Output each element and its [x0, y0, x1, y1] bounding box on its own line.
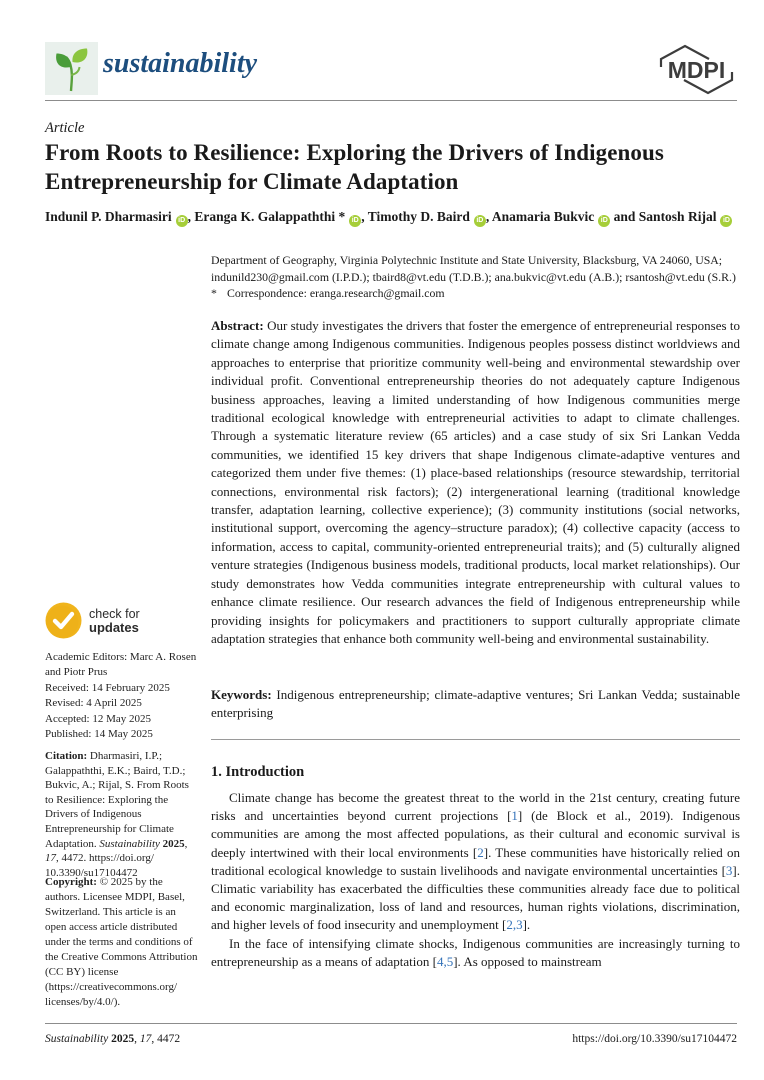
- page-title: From Roots to Resilience: Exploring the Drivers of Indigenous Entrepreneurship for Climate Adaptation: [45, 140, 664, 194]
- copyright-block: Copyright: © 2025 by the authors. Licensee MDPI, Basel, Switzerland. This article is an open access article distributed under the terms and conditions of the Creative Commons Attribution (CC BY) license (https://creativecommons.org/ licenses/by/4.0/).: [45, 876, 198, 1008]
- citation-block: Citation: Dharmasiri, I.P.; Galappaththi, E.K.; Baird, T.D.; Bukvic, A.; Rijal, S. From Roots to Resilience: Exploring the Drivers of Indigenous Entrepreneurship for Climate Adaptation. Sustainability 2025, 17, 4472. https://doi.org/ 10.3390/su17104472: [45, 750, 189, 879]
- correspondence-row: [211, 285, 741, 302]
- keywords-text: Indigenous entrepreneurship; climate-adaptive ventures; Sri Lankan Vedda; sustainable enterprising: [211, 687, 740, 721]
- author-name: Santosh Rijal: [638, 209, 717, 224]
- orcid-icon[interactable]: iD: [720, 215, 732, 227]
- author-name: Eranga K. Galappaththi *: [194, 209, 346, 224]
- footer-journal-ref: Sustainability 2025, 17, 4472: [45, 1033, 181, 1045]
- intro-paragraph: Climate change has become the greatest threat to the world in the 21st century, creating future risks and uncertainties beyond current projections [1] (de Block et al., 2019). Indigenous communities are among the most affected populations, as their cultural and economic survival is deeply intertwined with their local environments [2]. These communities have historically relied on traditional ecological knowledge to sustain livelihoods and navigate environmental uncertainties [3]. Climatic variability has exacerbated the difficulties these communities already face due to political and economic marginalization, loss of land and resources, human rights violations, discrimination, and higher levels of food insecurity and unemployment [2,3].: [211, 790, 741, 933]
- header-divider: [45, 100, 737, 101]
- badge-line2: updates: [89, 619, 139, 635]
- date-line: Revised: 4 April 2025: [45, 697, 142, 710]
- citation-ref[interactable]: 4,5: [436, 953, 454, 969]
- mdpi-logo-text: MDPI: [667, 57, 726, 83]
- keywords-label: Keywords:: [211, 687, 272, 702]
- citation-ref[interactable]: 2: [477, 844, 484, 860]
- citation-ref[interactable]: 1: [511, 808, 518, 824]
- citation-ref[interactable]: 2,3: [506, 917, 523, 933]
- sprout-icon: [45, 42, 98, 95]
- correspondence-marker: *: [211, 286, 217, 301]
- abstract-text: Our study investigates the drivers that foster the emergence of entrepreneurial responses to climate change among Indigenous communities. Indigenous peoples possess distinct worldviews and approaches to enterprise that prioritize community well-being and environmental stewardship over individual profit. Conventional entrepreneurship theories do not adequately capture Indigenous business approaches, leaving a limited understanding of how Indigenous communities merge traditional ecological knowledge with entrepreneurial activities to adapt to climate challenges. Through a systematic literature review (65 articles) and a case study of six Sri Lankan Vedda communities, we identified 15 key drivers that shape Indigenous climate-adaptive ventures and categorized them under five themes: (1) place-based relationships (resource stewardship, territorial connections, environmental risk factors); (2) intergenerational learning (traditional knowledge transfer, adaptation learning, collective experience); (3) community institutions (social networks, institutional support, overcoming the agency–structure paradox); (4) collective capacity (access to information, access to capital, community-oriented entrepreneurial traits); and (5) culturally aligned venture strategies (Indigenous business models, traditional products, local market relationships). Our study demonstrates how Vedda communities integrate entrepreneurship with cultural values to enhance climate resilience. Our research advances the field of Indigenous entrepreneurship while providing insights for policymakers and practitioners to support culturally appropriate climate adaptation strategies that enhance both community well-being and environmental sustainability.: [211, 318, 741, 646]
- article-dates: [45, 681, 198, 742]
- orcid-icon[interactable]: iD: [349, 215, 361, 227]
- section-heading-introduction: 1. Introduction: [211, 764, 305, 780]
- orcid-icon[interactable]: iD: [176, 215, 188, 227]
- author-name: Anamaria Bukvic: [491, 209, 595, 224]
- badge-line1: check for: [89, 606, 140, 621]
- abstract-label: Abstract:: [211, 318, 264, 333]
- check-for-updates-badge[interactable]: [45, 602, 140, 639]
- keywords: [211, 686, 740, 723]
- date-line: Published: 14 May 2025: [45, 727, 153, 740]
- journal-name: sustainability: [103, 48, 258, 79]
- abstract: [211, 317, 740, 648]
- correspondence-text[interactable]: Correspondence: eranga.research@gmail.com: [227, 286, 445, 301]
- journal-logo[interactable]: [45, 42, 98, 95]
- affiliation-block: [211, 252, 741, 302]
- check-icon: [45, 602, 82, 639]
- authors-line: Indunil P. Dharmasiri iD , Eranga K. Galappaththi * iD , Timothy D. Baird iD , Anamaria Bukvic iD and Santosh Rijal iD: [45, 209, 745, 227]
- keywords-divider: [211, 739, 740, 740]
- mdpi-logo[interactable]: [656, 43, 737, 96]
- author-name: Timothy D. Baird: [367, 209, 470, 224]
- badge-text: [89, 607, 140, 635]
- orcid-icon[interactable]: iD: [474, 215, 486, 227]
- author-name: Indunil P. Dharmasiri: [45, 209, 172, 224]
- footer-doi-link[interactable]: https://doi.org/10.3390/su17104472: [572, 1033, 737, 1045]
- orcid-icon[interactable]: iD: [598, 215, 610, 227]
- footer-divider: [45, 1023, 737, 1024]
- introduction-body: [211, 789, 740, 971]
- citation-ref[interactable]: 3: [725, 862, 733, 878]
- article-type-label: Article: [45, 120, 85, 136]
- date-line: Received: 14 February 2025: [45, 682, 170, 694]
- intro-paragraph: In the face of intensifying climate shocks, Indigenous communities are increasingly turning to entrepreneurship as a means of adaptation [4,5]. As opposed to mainstream: [211, 935, 740, 969]
- academic-editors: Academic Editors: Marc A. Rosen and Piotr Prus: [45, 651, 197, 679]
- date-line: Accepted: 12 May 2025: [45, 712, 151, 725]
- affiliation-text: Department of Geography, Virginia Polytechnic Institute and State University, Blacksburg, VA 24060, USA; indunild230@gmail.com (I.P.D.); tbaird8@vt.edu (T.D.B.); ana.bukvic@vt.edu (A.B.); rsantosh@vt.edu (S.R.): [211, 253, 736, 284]
